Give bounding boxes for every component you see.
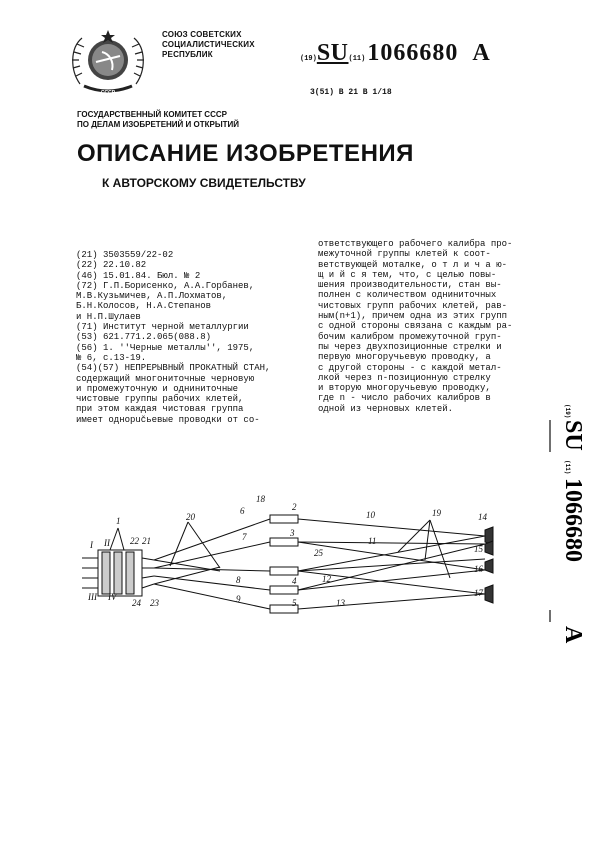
claim-line: межуточной группы клетей к соот- <box>318 249 491 260</box>
emblem-caption: СССР <box>100 90 116 96</box>
committee <box>77 110 239 130</box>
claim-line: лкой через n-позиционную стрелку <box>318 372 491 383</box>
claim-line: где n - число рабочих калибров в <box>318 393 491 404</box>
biblio-line: (56) 1. ''Черные металлы'', 1975, <box>76 342 255 353</box>
label-3: 3 <box>290 528 295 538</box>
label-21: 21 <box>142 536 151 546</box>
finishing-group-3 <box>270 538 298 546</box>
label-18: 18 <box>256 494 265 504</box>
kind-code: A <box>472 40 490 66</box>
claim-line: щ и й с я тем, что, с целью повы- <box>318 269 497 280</box>
country-code: SU <box>316 40 349 66</box>
document-subtitle: К АВТОРСКОМУ СВИДЕТЕЛЬСТВУ <box>102 176 306 190</box>
side-kind: A <box>560 626 586 644</box>
rolling-mill-diagram <box>80 488 520 628</box>
biblio-line: содержащий многониточные черновую <box>76 373 255 384</box>
publication-number <box>300 40 490 67</box>
biblio-line: имеет однорučьевые проводки от со- <box>76 414 260 425</box>
biblio-line: Б.Н.Колосов, Н.А.Степанов <box>76 301 212 312</box>
ipc-classification: 3(51) В 21 В 1/18 <box>310 88 392 97</box>
ussr-emblem-icon <box>68 26 148 98</box>
coiler-16-icon <box>485 559 493 573</box>
biblio-line: и Н.П.Шулаев <box>76 311 141 322</box>
code-19: (19) <box>300 55 317 63</box>
claim-line: пы через двухпозиционные стрелки и <box>318 341 502 352</box>
label-20: 20 <box>186 512 195 522</box>
label-7: 7 <box>242 532 247 542</box>
biblio-line: (22) 22.10.82 <box>76 260 147 271</box>
biblio-line: (54)(57) НЕПРЕРЫВНЫЙ ПРОКАТНЫЙ СТАН, <box>76 363 271 374</box>
claim-line: бочим калибром промежуточной груп- <box>318 331 502 342</box>
side-code-11: (11) <box>564 460 571 475</box>
committee-line-2: ПО ДЕЛАМ ИЗОБРЕТЕНИЙ И ОТКРЫТИЙ <box>77 120 240 129</box>
issuing-state <box>162 30 255 60</box>
claim-text <box>318 239 530 414</box>
side-country: SU <box>560 420 586 451</box>
claim-line: чистовых групп рабочих клетей, рав- <box>318 300 508 311</box>
bibliographic-data <box>76 250 306 425</box>
patent-number: 1066680 <box>367 40 459 66</box>
org-line-1: СОЮЗ СОВЕТСКИХ <box>162 30 242 39</box>
committee-line-1: ГОСУДАРСТВЕННЫЙ КОМИТЕТ СССР <box>77 110 227 119</box>
claim-line: шения производительности, стан вы- <box>318 280 502 291</box>
claim-line: ответствующего рабочего калибра про- <box>318 239 513 249</box>
biblio-line: М.В.Кузьмичев, А.П.Лохматов, <box>76 291 228 302</box>
label-2: 2 <box>292 502 297 512</box>
biblio-line: (71) Институт черной металлургии <box>76 322 249 333</box>
label-15: 15 <box>474 544 483 554</box>
label-4: 4 <box>292 576 297 586</box>
label-13: 13 <box>336 598 345 608</box>
finishing-group-4 <box>270 567 298 575</box>
biblio-line: при этом каждая чистовая группа <box>76 404 244 415</box>
biblio-line: чистовые группы рабочих клетей, <box>76 394 244 405</box>
label-24: 24 <box>132 598 141 608</box>
label-17: 17 <box>474 588 483 598</box>
finishing-group-2 <box>270 515 298 523</box>
side-number: 1066680 <box>560 478 586 562</box>
claim-line: ветствующей моталке, о т л и ч а ю- <box>318 259 508 270</box>
label-III: III <box>88 592 97 602</box>
label-6: 6 <box>240 506 245 516</box>
side-publication-number <box>532 400 586 650</box>
coiler-15-icon <box>485 541 493 555</box>
label-5: 5 <box>292 598 297 608</box>
biblio-line: (53) 621.771.2.065(088.8) <box>76 332 212 343</box>
side-code-19: (19) <box>564 404 571 419</box>
label-IV: IV <box>108 592 117 602</box>
claim-line: первую многоручьевую проводку, а <box>318 352 491 363</box>
coiler-17-icon <box>485 585 493 603</box>
claim-line: и вторую многоручьевую проводку, <box>318 383 491 394</box>
label-23: 23 <box>150 598 159 608</box>
label-8: 8 <box>236 575 241 585</box>
label-22: 22 <box>130 536 139 546</box>
finishing-group-5 <box>270 586 298 594</box>
org-line-3: РЕСПУБЛИК <box>162 50 213 59</box>
label-19: 19 <box>432 508 441 518</box>
claim-line: полнен с количеством одниниточных <box>318 290 497 301</box>
label-12: 12 <box>322 574 331 584</box>
biblio-line: и промежуточную и одниниточные <box>76 383 239 394</box>
label-10: 10 <box>366 510 375 520</box>
document-title: ОПИСАНИЕ ИЗОБРЕТЕНИЯ <box>77 140 414 167</box>
claim-line: одной из черновых клетей. <box>318 403 454 414</box>
code-11: (11) <box>348 55 366 63</box>
claim-line: ным(n+1), причем одна из этих групп <box>318 311 508 322</box>
label-11: 11 <box>368 536 377 546</box>
biblio-line: (72) Г.П.Борисенко, А.А.Горбанев, <box>76 280 255 291</box>
label-25: 25 <box>314 548 323 558</box>
claim-line: с одной стороны связана с каждым ра- <box>318 321 513 332</box>
biblio-line: (46) 15.01.84. Бюл. № 2 <box>76 270 201 281</box>
label-I: I <box>90 540 93 550</box>
label-II: II <box>104 538 110 548</box>
label-16: 16 <box>474 564 483 574</box>
label-1: 1 <box>116 516 121 526</box>
biblio-line: (21) 3503559/22-02 <box>76 250 174 260</box>
org-line-2: СОЦИАЛИСТИЧЕСКИХ <box>162 40 255 49</box>
claim-line: с другой стороны - с каждой метал- <box>318 362 502 373</box>
label-9: 9 <box>236 594 241 604</box>
biblio-line: № 6, с.13-19. <box>76 352 147 363</box>
label-14: 14 <box>478 512 487 522</box>
